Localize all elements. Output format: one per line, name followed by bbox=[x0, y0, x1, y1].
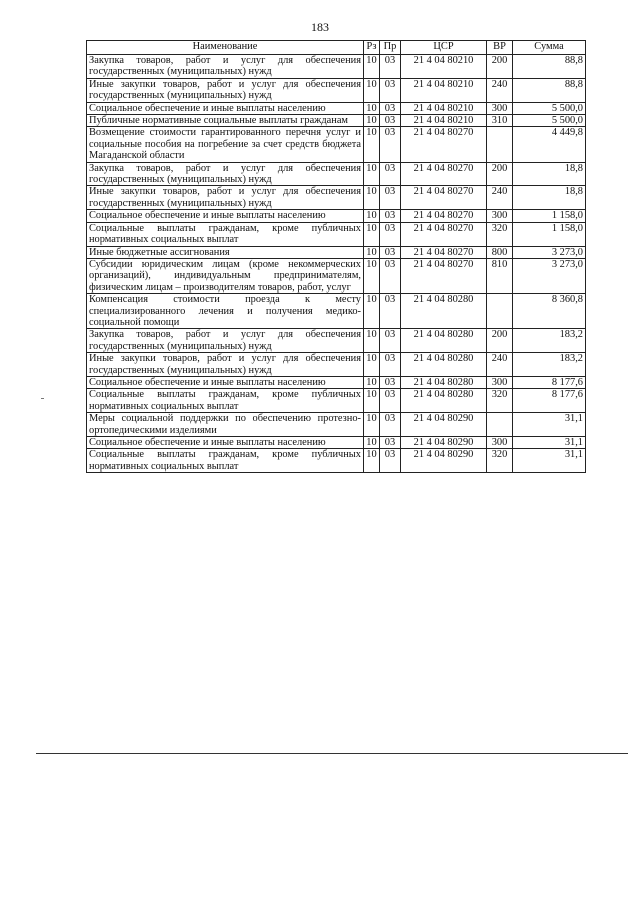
cell-csr: 21 4 04 80210 bbox=[401, 115, 487, 127]
cell-name: Иные закупки товаров, работ и услуг для обеспечения государственных (муниципальных) нужд bbox=[87, 353, 364, 377]
cell-sum: 8 177,6 bbox=[513, 376, 586, 388]
cell-name: Иные закупки товаров, работ и услуг для обеспечения государственных (муниципальных) нужд bbox=[87, 78, 364, 102]
cell-sum: 3 273,0 bbox=[513, 258, 586, 293]
cell-csr: 21 4 04 80280 bbox=[401, 294, 487, 329]
cell-sum: 88,8 bbox=[513, 55, 586, 79]
header-csr: ЦСР bbox=[401, 41, 487, 55]
cell-name: Меры социальной поддержки по обеспечению протезно-ортопедическими изделиями bbox=[87, 413, 364, 437]
cell-rz: 10 bbox=[364, 55, 380, 79]
table-row bbox=[87, 258, 586, 293]
cell-pr: 03 bbox=[380, 115, 401, 127]
cell-csr: 21 4 04 80270 bbox=[401, 246, 487, 258]
cell-vr: 300 bbox=[487, 210, 513, 222]
cell-vr: 320 bbox=[487, 389, 513, 413]
cell-rz: 10 bbox=[364, 389, 380, 413]
cell-name: Субсидии юридическим лицам (кроме некоммерческих организаций), индивидуальным предпринимателям, физическим лицам – производителям товаров, работ, услуг bbox=[87, 258, 364, 293]
header-name: Наименование bbox=[87, 41, 364, 55]
cell-rz: 10 bbox=[364, 437, 380, 449]
cell-csr: 21 4 04 80290 bbox=[401, 413, 487, 437]
cell-sum: 18,8 bbox=[513, 186, 586, 210]
cell-rz: 10 bbox=[364, 376, 380, 388]
cell-sum: 18,8 bbox=[513, 162, 586, 186]
cell-name: Социальное обеспечение и иные выплаты населению bbox=[87, 437, 364, 449]
cell-csr: 21 4 04 80210 bbox=[401, 102, 487, 114]
cell-csr: 21 4 04 80290 bbox=[401, 449, 487, 473]
cell-pr: 03 bbox=[380, 78, 401, 102]
table-row bbox=[87, 294, 586, 329]
cell-csr: 21 4 04 80280 bbox=[401, 353, 487, 377]
cell-rz: 10 bbox=[364, 353, 380, 377]
cell-pr: 03 bbox=[380, 437, 401, 449]
cell-csr: 21 4 04 80210 bbox=[401, 78, 487, 102]
cell-csr: 21 4 04 80210 bbox=[401, 55, 487, 79]
cell-sum: 183,2 bbox=[513, 329, 586, 353]
cell-sum: 3 273,0 bbox=[513, 246, 586, 258]
cell-pr: 03 bbox=[380, 449, 401, 473]
cell-vr: 300 bbox=[487, 102, 513, 114]
cell-name: Социальное обеспечение и иные выплаты населению bbox=[87, 376, 364, 388]
footer-rule bbox=[36, 753, 628, 754]
cell-name: Компенсация стоимости проезда к месту специализированного лечения и получения медико-социальной помощи bbox=[87, 294, 364, 329]
table-header bbox=[87, 41, 586, 55]
cell-csr: 21 4 04 80280 bbox=[401, 329, 487, 353]
cell-rz: 10 bbox=[364, 294, 380, 329]
cell-sum: 8 177,6 bbox=[513, 389, 586, 413]
cell-name: Социальное обеспечение и иные выплаты населению bbox=[87, 210, 364, 222]
cell-rz: 10 bbox=[364, 222, 380, 246]
cell-pr: 03 bbox=[380, 389, 401, 413]
table-row bbox=[87, 413, 586, 437]
cell-vr: 200 bbox=[487, 55, 513, 79]
cell-vr: 800 bbox=[487, 246, 513, 258]
cell-rz: 10 bbox=[364, 246, 380, 258]
cell-rz: 10 bbox=[364, 102, 380, 114]
table-row bbox=[87, 449, 586, 473]
cell-name: Закупка товаров, работ и услуг для обеспечения государственных (муниципальных) нужд bbox=[87, 162, 364, 186]
cell-pr: 03 bbox=[380, 353, 401, 377]
cell-vr: 240 bbox=[487, 353, 513, 377]
cell-pr: 03 bbox=[380, 186, 401, 210]
cell-csr: 21 4 04 80270 bbox=[401, 210, 487, 222]
table-row bbox=[87, 55, 586, 79]
table-row bbox=[87, 127, 586, 162]
cell-vr: 320 bbox=[487, 449, 513, 473]
cell-rz: 10 bbox=[364, 78, 380, 102]
cell-rz: 10 bbox=[364, 186, 380, 210]
cell-pr: 03 bbox=[380, 222, 401, 246]
cell-vr: 240 bbox=[487, 186, 513, 210]
cell-vr: 240 bbox=[487, 78, 513, 102]
cell-sum: 31,1 bbox=[513, 437, 586, 449]
cell-vr bbox=[487, 294, 513, 329]
cell-pr: 03 bbox=[380, 294, 401, 329]
cell-csr: 21 4 04 80270 bbox=[401, 222, 487, 246]
budget-table bbox=[86, 40, 586, 473]
cell-pr: 03 bbox=[380, 258, 401, 293]
table-row bbox=[87, 186, 586, 210]
cell-vr: 310 bbox=[487, 115, 513, 127]
table-row bbox=[87, 162, 586, 186]
table-body bbox=[87, 55, 586, 473]
margin-mark bbox=[41, 398, 44, 399]
cell-vr: 320 bbox=[487, 222, 513, 246]
cell-rz: 10 bbox=[364, 329, 380, 353]
table-row bbox=[87, 210, 586, 222]
page-number: 183 bbox=[311, 20, 329, 34]
cell-sum: 5 500,0 bbox=[513, 102, 586, 114]
table-row bbox=[87, 102, 586, 114]
header-row bbox=[87, 41, 586, 55]
cell-rz: 10 bbox=[364, 127, 380, 162]
table-row bbox=[87, 115, 586, 127]
cell-pr: 03 bbox=[380, 55, 401, 79]
cell-csr: 21 4 04 80280 bbox=[401, 376, 487, 388]
cell-pr: 03 bbox=[380, 376, 401, 388]
cell-rz: 10 bbox=[364, 258, 380, 293]
cell-name: Иные закупки товаров, работ и услуг для обеспечения государственных (муниципальных) нужд bbox=[87, 186, 364, 210]
cell-sum: 5 500,0 bbox=[513, 115, 586, 127]
cell-name: Закупка товаров, работ и услуг для обеспечения государственных (муниципальных) нужд bbox=[87, 55, 364, 79]
cell-vr: 200 bbox=[487, 162, 513, 186]
cell-pr: 03 bbox=[380, 102, 401, 114]
cell-rz: 10 bbox=[364, 210, 380, 222]
cell-pr: 03 bbox=[380, 210, 401, 222]
table-row bbox=[87, 222, 586, 246]
cell-vr bbox=[487, 413, 513, 437]
cell-rz: 10 bbox=[364, 162, 380, 186]
cell-pr: 03 bbox=[380, 127, 401, 162]
table-row bbox=[87, 353, 586, 377]
cell-csr: 21 4 04 80290 bbox=[401, 437, 487, 449]
cell-rz: 10 bbox=[364, 413, 380, 437]
cell-name: Публичные нормативные социальные выплаты гражданам bbox=[87, 115, 364, 127]
header-pr: Пр bbox=[380, 41, 401, 55]
cell-vr: 300 bbox=[487, 437, 513, 449]
table-row bbox=[87, 78, 586, 102]
table-row bbox=[87, 246, 586, 258]
cell-name: Социальные выплаты гражданам, кроме публичных нормативных социальных выплат bbox=[87, 389, 364, 413]
cell-rz: 10 bbox=[364, 115, 380, 127]
cell-sum: 88,8 bbox=[513, 78, 586, 102]
cell-csr: 21 4 04 80270 bbox=[401, 127, 487, 162]
cell-csr: 21 4 04 80270 bbox=[401, 258, 487, 293]
cell-rz: 10 bbox=[364, 449, 380, 473]
cell-csr: 21 4 04 80280 bbox=[401, 389, 487, 413]
table-row bbox=[87, 437, 586, 449]
cell-pr: 03 bbox=[380, 329, 401, 353]
header-rz: Рз bbox=[364, 41, 380, 55]
cell-name: Закупка товаров, работ и услуг для обеспечения государственных (муниципальных) нужд bbox=[87, 329, 364, 353]
cell-sum: 31,1 bbox=[513, 413, 586, 437]
header-sum: Сумма bbox=[513, 41, 586, 55]
cell-csr: 21 4 04 80270 bbox=[401, 162, 487, 186]
cell-pr: 03 bbox=[380, 246, 401, 258]
cell-name: Социальное обеспечение и иные выплаты населению bbox=[87, 102, 364, 114]
cell-vr bbox=[487, 127, 513, 162]
cell-vr: 810 bbox=[487, 258, 513, 293]
cell-name: Иные бюджетные ассигнования bbox=[87, 246, 364, 258]
cell-sum: 1 158,0 bbox=[513, 222, 586, 246]
cell-vr: 200 bbox=[487, 329, 513, 353]
cell-name: Возмещение стоимости гарантированного перечня услуг и социальные пособия на погребение за счет средств бюджета Магаданской области bbox=[87, 127, 364, 162]
cell-pr: 03 bbox=[380, 413, 401, 437]
cell-csr: 21 4 04 80270 bbox=[401, 186, 487, 210]
cell-sum: 183,2 bbox=[513, 353, 586, 377]
header-vr: ВР bbox=[487, 41, 513, 55]
cell-name: Социальные выплаты гражданам, кроме публичных нормативных социальных выплат bbox=[87, 449, 364, 473]
table-row bbox=[87, 329, 586, 353]
cell-vr: 300 bbox=[487, 376, 513, 388]
cell-sum: 8 360,8 bbox=[513, 294, 586, 329]
table-row bbox=[87, 389, 586, 413]
cell-pr: 03 bbox=[380, 162, 401, 186]
cell-sum: 4 449,8 bbox=[513, 127, 586, 162]
cell-name: Социальные выплаты гражданам, кроме публичных нормативных социальных выплат bbox=[87, 222, 364, 246]
cell-sum: 31,1 bbox=[513, 449, 586, 473]
cell-sum: 1 158,0 bbox=[513, 210, 586, 222]
table-row bbox=[87, 376, 586, 388]
